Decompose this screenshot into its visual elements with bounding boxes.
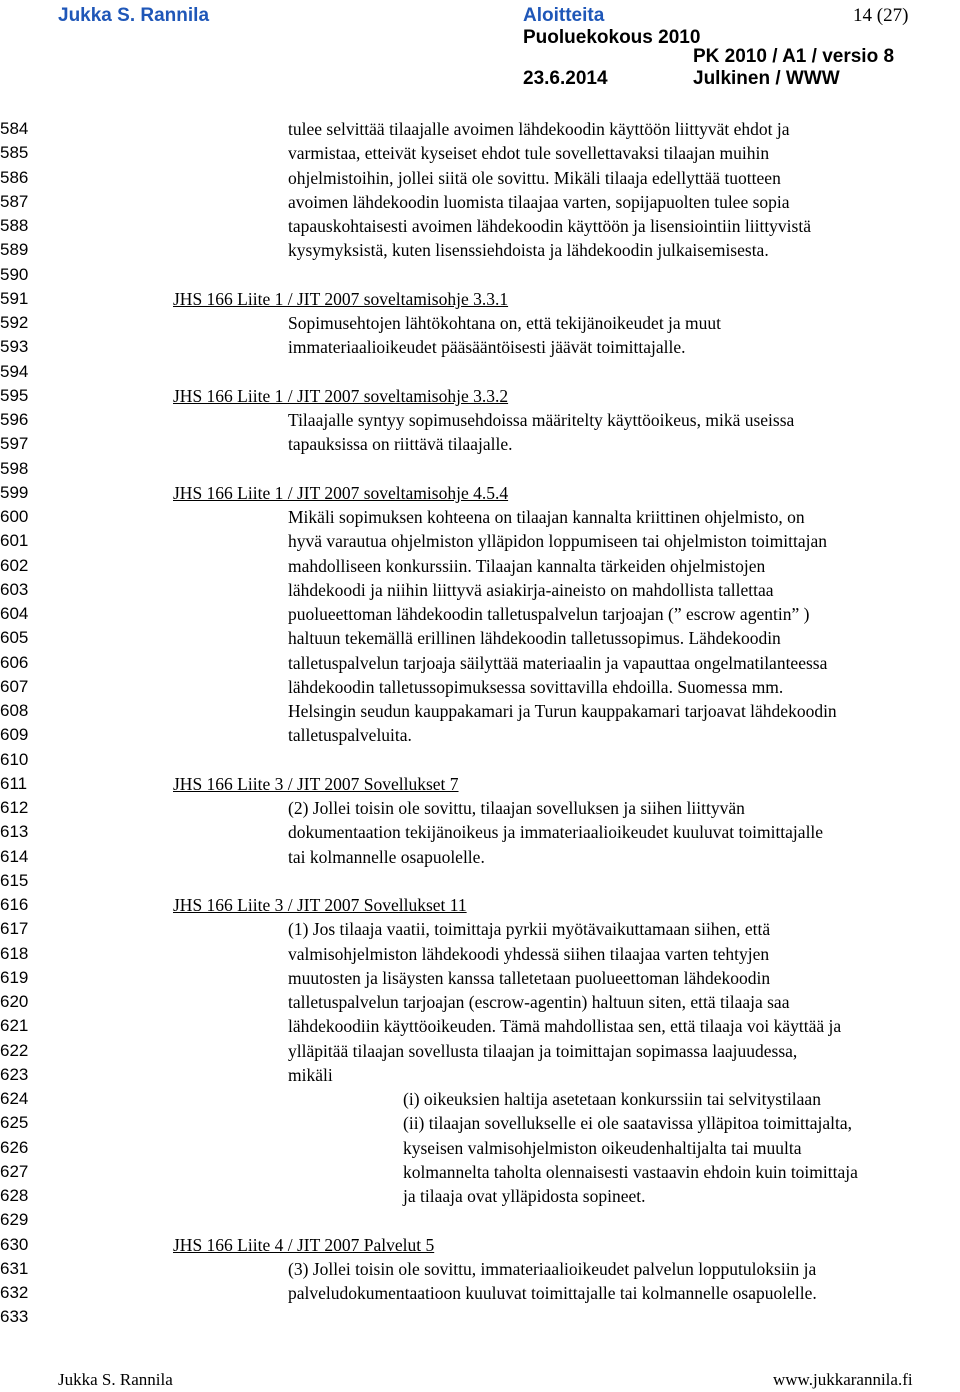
document-line <box>0 602 960 626</box>
line-number: 619 <box>0 967 29 987</box>
line-number: 632 <box>0 1283 29 1302</box>
line-number: 625 <box>0 1113 29 1133</box>
document-line <box>0 432 960 456</box>
line-number: 595 <box>0 385 29 405</box>
document-line <box>0 651 960 675</box>
line-number: 620 <box>0 992 29 1011</box>
line-number: 608 <box>0 701 29 720</box>
line-number: 606 <box>0 652 29 672</box>
line-text: lähdekoodi ja niihin liittyvä asiakirja-aineisto on mahdollista tallettaa <box>288 579 774 600</box>
document-line <box>0 675 960 699</box>
line-number: 584 <box>0 119 29 138</box>
line-text: mikäli <box>288 1064 333 1085</box>
line-text: ohjelmistoihin, jollei siitä ole sovittu. Mikäli tilaaja edellyttää tuotteen <box>288 167 781 188</box>
line-text: talletuspalveluita. <box>288 725 412 746</box>
document-line <box>0 238 960 262</box>
line-text: hyvä varautua ohjelmiston ylläpidon loppumiseen tai ohjelmiston toimittajan <box>288 531 828 552</box>
document-line <box>0 190 960 214</box>
line-number: 597 <box>0 434 29 454</box>
document-line <box>0 263 960 287</box>
header-date: 23.6.2014 <box>523 68 608 89</box>
section-reference: JHS 166 Liite 4 / JIT 2007 Palvelut 5 <box>173 1234 435 1255</box>
document-line <box>0 1014 960 1038</box>
line-number: 628 <box>0 1186 29 1205</box>
document-line <box>0 1136 960 1160</box>
line-number: 605 <box>0 628 29 648</box>
line-text: varmistaa, etteivät kyseiset ehdot tule sovellettavaksi tilaajan muihin <box>288 143 770 164</box>
header-title: Aloitteita <box>523 5 605 26</box>
line-text: tapauskohtaisesti avoimen lähdekoodin käyttöön ja lisensiointiin liittyvistä <box>288 216 811 236</box>
section-reference: JHS 166 Liite 1 / JIT 2007 soveltamisohje 4.5.4 <box>173 482 509 503</box>
document-line <box>0 820 960 844</box>
line-number: 590 <box>0 264 29 284</box>
line-text: ylläpitää tilaajan sovellusta tilaajan ja toimittajan sopimassa laajuudessa, <box>288 1040 798 1061</box>
line-text: talletuspalvelun tarjoaja säilyttää materiaalin ja vapauttaa ongelmatilanteessa <box>288 652 828 673</box>
line-text: palveludokumentaatioon kuuluvat toimittajalle tai kolmannelle osapuolelle. <box>288 1283 817 1303</box>
document-line <box>0 1208 960 1232</box>
header-doc-id: PK 2010 / A1 / versio 8 <box>693 46 895 67</box>
line-number: 604 <box>0 604 29 623</box>
line-text: Sopimusehtojen lähtökohtana on, että tekijänoikeudet ja muut <box>288 313 722 333</box>
header-meeting: Puoluekokous 2010 <box>523 27 701 48</box>
document-line <box>0 1111 960 1135</box>
document-line <box>0 1305 960 1329</box>
document-line <box>0 578 960 602</box>
line-text: kolmannelta taholta olennaisesti vastaavin ehdoin kuin toimittaja <box>403 1161 858 1182</box>
line-text: kyseisen valmisohjelmiston oikeudenhaltijalta tai muulta <box>403 1137 802 1158</box>
line-number: 593 <box>0 337 29 357</box>
document-line <box>0 966 960 990</box>
line-text: Helsingin seudun kauppakamari ja Turun kauppakamari tarjoavat lähdekoodin <box>288 701 837 721</box>
document-line <box>0 893 960 917</box>
document-line <box>0 796 960 820</box>
line-text: (3) Jollei toisin ole sovittu, immateriaalioikeudet palvelun lopputuloksiin ja <box>288 1258 817 1279</box>
line-number: 592 <box>0 313 29 332</box>
section-reference: JHS 166 Liite 3 / JIT 2007 Sovellukset 11 <box>173 895 467 915</box>
document-line <box>0 481 960 505</box>
line-number: 629 <box>0 1210 29 1230</box>
line-text: lähdekoodin talletussopimuksessa sovittavilla ehdoilla. Suomessa mm. <box>288 676 784 697</box>
line-text: haltuun tekemällä erillinen lähdekoodin talletussopimus. Lähdekoodin <box>288 628 781 649</box>
line-text: tapauksissa on riittävä tilaajalle. <box>288 434 513 455</box>
document-line <box>0 384 960 408</box>
document-line <box>0 117 960 141</box>
line-number: 594 <box>0 361 29 381</box>
line-text: avoimen lähdekoodin luomista tilaajaa varten, sopijapuolten tulee sopia <box>288 191 790 212</box>
line-text: mahdolliseen konkurssiin. Tilaajan kannalta tärkeiden ohjelmistojen <box>288 555 766 576</box>
footer-author: Jukka S. Rannila <box>58 1370 173 1389</box>
document-line <box>0 1184 960 1208</box>
document-line <box>0 554 960 578</box>
document-line <box>0 311 960 335</box>
line-number: 621 <box>0 1016 29 1036</box>
document-line <box>0 845 960 869</box>
line-number: 623 <box>0 1064 29 1084</box>
line-text: Mikäli sopimuksen kohteena on tilaajan kannalta kriittinen ohjelmisto, on <box>288 507 805 527</box>
line-number: 586 <box>0 167 29 187</box>
line-number: 603 <box>0 579 29 599</box>
line-number: 622 <box>0 1040 29 1060</box>
document-line <box>0 1257 960 1281</box>
line-number: 613 <box>0 822 29 842</box>
line-number: 587 <box>0 191 29 211</box>
document-line <box>0 335 960 359</box>
document-line <box>0 1160 960 1184</box>
document-line <box>0 1281 960 1305</box>
line-number: 599 <box>0 482 29 502</box>
document-line <box>0 457 960 481</box>
document-line <box>0 917 960 941</box>
line-number: 589 <box>0 240 29 260</box>
line-number: 630 <box>0 1234 29 1254</box>
line-text: kysymyksistä, kuten lisenssiehdoista ja lähdekoodin julkaisemisesta. <box>288 240 769 261</box>
line-number: 611 <box>0 773 28 793</box>
line-number: 612 <box>0 798 29 817</box>
line-text: ja tilaaja ovat ylläpidosta sopineet. <box>403 1186 646 1206</box>
document-line <box>0 772 960 796</box>
document-line <box>0 1087 960 1111</box>
document-line <box>0 166 960 190</box>
line-text: (ii) tilaajan sovellukselle ei ole saatavissa ylläpitoa toimittajalta, <box>403 1113 853 1134</box>
header-visibility: Julkinen / WWW <box>693 68 840 89</box>
document-line <box>0 748 960 772</box>
line-number: 618 <box>0 943 29 963</box>
line-number: 602 <box>0 555 29 575</box>
document-line <box>0 990 960 1014</box>
line-text: (2) Jollei toisin ole sovittu, tilaajan sovelluksen ja siihen liittyvän <box>288 798 745 818</box>
line-number: 633 <box>0 1307 29 1327</box>
document-line <box>0 1063 960 1087</box>
line-text: puolueettoman lähdekoodin talletuspalvelun tarjoajan (” escrow agentin” ) <box>288 604 810 624</box>
line-number: 601 <box>0 531 29 551</box>
header-author: Jukka S. Rannila <box>58 5 210 26</box>
line-text: immateriaalioikeudet pääsääntöisesti jäävät toimittajalle. <box>288 337 686 358</box>
section-reference: JHS 166 Liite 1 / JIT 2007 soveltamisohje 3.3.2 <box>173 385 509 406</box>
document-line <box>0 942 960 966</box>
document-line <box>0 408 960 432</box>
line-text: Tilaajalle syntyy sopimusehdoissa määritelty käyttöoikeus, mikä useissa <box>288 410 795 430</box>
document-line <box>0 287 960 311</box>
line-number: 624 <box>0 1089 29 1108</box>
document-line <box>0 1233 960 1257</box>
line-text: muutosten ja lisäysten kanssa talletetaan puolueettoman lähdekoodin <box>288 967 771 988</box>
line-number: 598 <box>0 458 29 478</box>
line-number: 585 <box>0 143 29 163</box>
line-number: 617 <box>0 919 29 939</box>
line-number: 616 <box>0 895 29 914</box>
line-text: (i) oikeuksien haltija asetetaan konkurssiin tai selvitystilaan <box>403 1089 821 1109</box>
footer-url[interactable]: www.jukkarannila.fi <box>773 1370 913 1389</box>
document-line <box>0 360 960 384</box>
line-number: 588 <box>0 216 29 235</box>
line-text: tulee selvittää tilaajalle avoimen lähdekoodin käyttöön liittyvät ehdot ja <box>288 119 790 139</box>
line-number: 610 <box>0 749 29 769</box>
line-text: talletuspalvelun tarjoajan (escrow-agentin) haltuun siten, että tilaaja saa <box>288 992 790 1012</box>
document-line <box>0 626 960 650</box>
line-number: 607 <box>0 676 29 696</box>
line-number: 615 <box>0 870 29 890</box>
section-reference: JHS 166 Liite 3 / JIT 2007 Sovellukset 7 <box>173 773 459 794</box>
line-text: (1) Jos tilaaja vaatii, toimittaja pyrkii myötävaikuttamaan siihen, että <box>288 919 771 940</box>
line-number: 626 <box>0 1137 29 1157</box>
document-line <box>0 723 960 747</box>
line-number: 631 <box>0 1258 29 1278</box>
line-number: 600 <box>0 507 29 526</box>
line-number: 614 <box>0 846 29 866</box>
line-number: 591 <box>0 288 29 308</box>
document-line <box>0 505 960 529</box>
line-text: dokumentaation tekijänoikeus ja immateriaalioikeudet kuuluvat toimittajalle <box>288 822 824 843</box>
document-line <box>0 529 960 553</box>
page-number: 14 (27) <box>853 5 909 26</box>
document-line <box>0 869 960 893</box>
line-number: 596 <box>0 410 29 429</box>
line-text: lähdekoodiin käyttöoikeuden. Tämä mahdollistaa sen, että tilaaja voi käyttää ja <box>288 1016 842 1037</box>
line-number: 609 <box>0 725 29 745</box>
document-line <box>0 214 960 238</box>
line-text: tai kolmannelle osapuolelle. <box>288 846 485 867</box>
line-text: valmisohjelmiston lähdekoodi yhdessä siihen tilaajaa varten tehtyjen <box>288 943 770 964</box>
document-line <box>0 141 960 165</box>
document-line <box>0 1039 960 1063</box>
document-line <box>0 699 960 723</box>
line-number: 627 <box>0 1161 29 1181</box>
section-reference: JHS 166 Liite 1 / JIT 2007 soveltamisohje 3.3.1 <box>173 288 509 309</box>
